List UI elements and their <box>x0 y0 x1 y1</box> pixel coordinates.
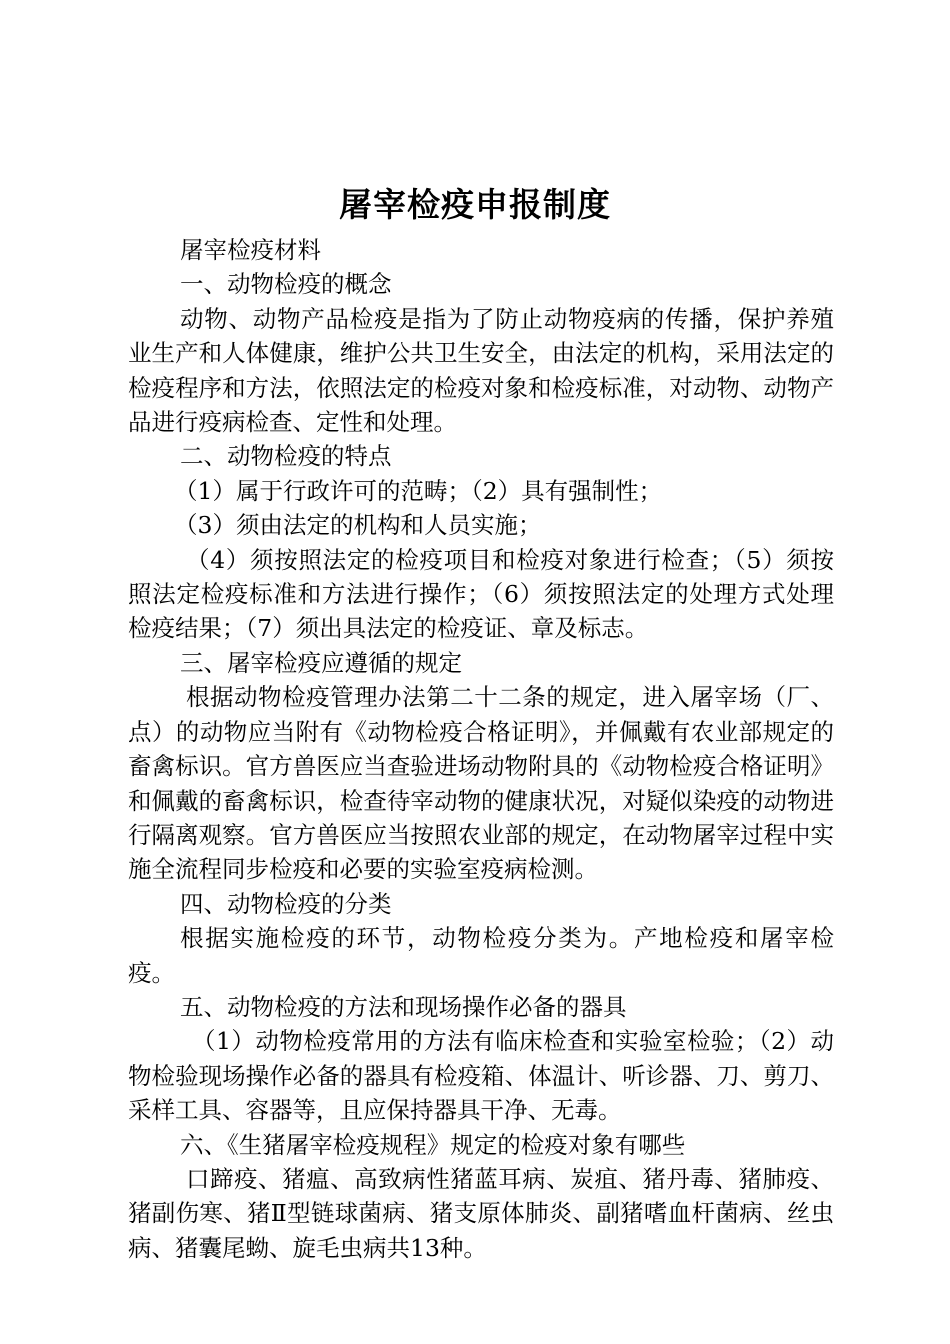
section-heading: 六、《生猪屠宰检疫规程》规定的检疫对象有哪些 <box>180 1130 686 1159</box>
section-heading: 一、动物检疫的概念 <box>180 270 392 299</box>
section-heading: 二、动物检疫的特点 <box>180 442 392 471</box>
document-title: 屠宰检疫申报制度 <box>339 185 611 224</box>
paragraph: 根据动物检疫管理办法第二十二条的规定，进入屠宰场（厂、点）的动物应当附有《动物检疫合格证明》，并佩戴有农业部规定的畜禽标识。官方兽医应当查验进场动物附具的《动物检疫合格证明》和佩戴的畜禽标识，检查待宰动物的健康状况，对疑似染疫的动物进行隔离观察。官方兽医应当按照农业部的规定，在动物屠宰过程中实施全流程同步检疫和必要的实验室疫病检测。 <box>128 683 834 884</box>
list-item: （3）须由法定的机构和人员实施； <box>174 511 542 540</box>
paragraph: 动物、动物产品检疫是指为了防止动物疫病的传播，保护养殖业生产和人体健康，维护公共卫生安全，由法定的机构，采用法定的检疫程序和方法，依照法定的检疫对象和检疫标准，对动物、动物产品进行疫病检查、定性和处理。 <box>128 304 834 437</box>
paragraph: （4）须按照法定的检疫项目和检疫对象进行检查；（5）须按照法定检疫标准和方法进行操作；（6）须按照法定的处理方式处理检疫结果；（7）须出具法定的检疫证、章及标志。 <box>128 545 834 643</box>
document-body <box>128 233 834 1265</box>
section-heading: 四、动物检疫的分类 <box>180 889 392 918</box>
section-heading: 五、动物检疫的方法和现场操作必备的器具 <box>180 992 627 1021</box>
paragraph: 根据实施检疫的环节，动物检疫分类为。产地检疫和屠宰检疫。 <box>128 924 834 987</box>
list-item: （1）属于行政许可的范畴；（2）具有强制性； <box>174 476 663 505</box>
paragraph: 口蹄疫、猪瘟、高致病性猪蓝耳病、炭疽、猪丹毒、猪肺疫、猪副伤寒、猪Ⅱ型链球菌病、猪支原体肺炎、副猪嗜血杆菌病、丝虫病、猪囊尾蚴、旋毛虫病共13种。 <box>128 1164 834 1262</box>
section-heading: 三、屠宰检疫应遵循的规定 <box>180 648 462 677</box>
section-heading: 屠宰检疫材料 <box>180 236 321 264</box>
paragraph: （1）动物检疫常用的方法有临床检查和实验室检验；（2）动物检验现场操作必备的器具有检疫箱、体温计、听诊器、刀、剪刀、采样工具、容器等，且应保持器具干净、无毒。 <box>128 1027 834 1125</box>
